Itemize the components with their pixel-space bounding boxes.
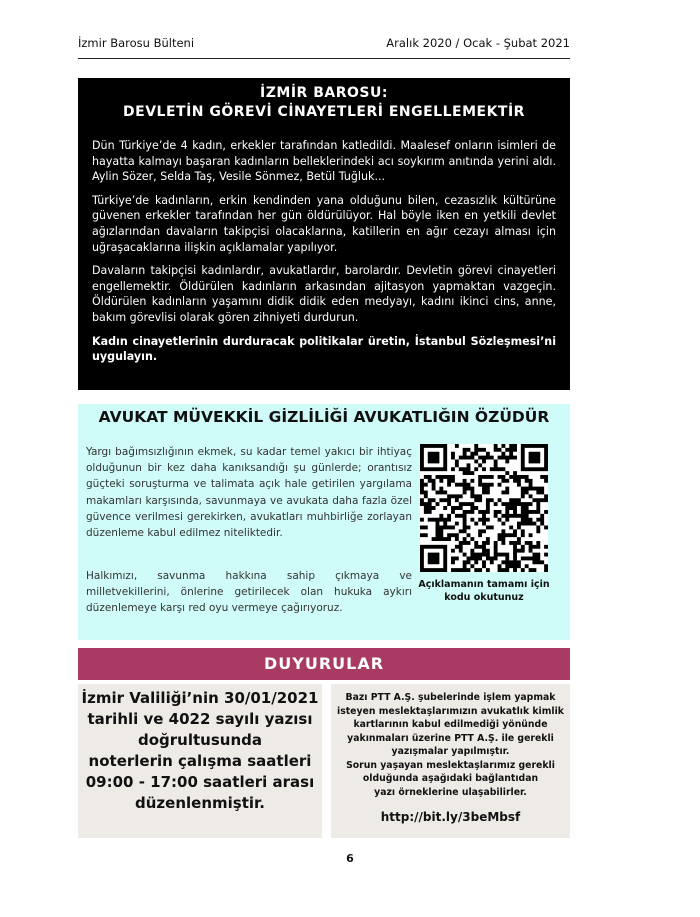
statement-title-line2: DEVLETİN GÖREVİ CİNAYETLERİ ENGELLEMEKTİR	[123, 104, 525, 120]
statement-paragraph: Dün Türkiye’de 4 kadın, erkekler tarafından katledildi. Maalesef onların isimleri de hayatta kalmayı başaran kadınların belleklerindeki acı soykırım anıtında yerini aldı. Aylin Sözer, Selda Taş, Vesile Sönmez, Betül Tuğluk...	[92, 139, 556, 184]
qr-finder-square	[521, 444, 548, 471]
announcement-line: kartlarının kabul edilmediği yönünde	[353, 719, 548, 730]
announcements-title: DUYURULAR	[78, 648, 570, 680]
issue-date: Aralık 2020 / Ocak - Şubat 2021	[386, 36, 570, 50]
announcement-line: noterlerin çalışma saatleri	[88, 752, 312, 770]
notary-hours-announcement	[78, 684, 322, 838]
statement-body	[92, 138, 556, 365]
qr-finder-square	[420, 545, 447, 572]
announcement-line: olduğunda aşağıdaki bağlantıdan	[362, 773, 539, 784]
ptt-link[interactable]: http://bit.ly/3beMbsf	[380, 810, 521, 824]
qr-code-icon[interactable]	[420, 444, 548, 572]
ptt-announcement	[331, 684, 570, 838]
statement-box	[78, 78, 570, 390]
announcement-line: yazı örneklerine ulaşabilirler.	[374, 786, 527, 798]
bulletin-name: İzmir Barosu Bülteni	[78, 36, 195, 50]
page-header	[78, 36, 570, 59]
statement-title-line1: İZMİR BAROSU:	[260, 85, 388, 101]
page-number: 6	[346, 852, 354, 865]
privacy-paragraph: Halkımızı, savunma hakkına sahip çıkmaya ve milletvekillerini, önlerine getirilecek olan hukuka aykırı düzenlemeye karşı red oyu vermeye çağırıyoruz.	[86, 570, 412, 615]
announcement-line: 09:00 - 17:00 saatleri arası	[85, 773, 315, 791]
announcement-line: İzmir Valiliği’nin 30/01/2021	[81, 689, 319, 707]
qr-caption: Açıklamanın tamamı için kodu okutunuz	[418, 579, 550, 603]
announcement-line: yazışmalar yapılmıştır.	[391, 746, 510, 757]
announcement-line: isteyen meslektaşlarımızın avukatlık kimlik	[337, 705, 564, 717]
privacy-title: AVUKAT MÜVEKKİL GİZLİLİĞİ AVUKATLIĞIN ÖZÜDÜR	[98, 408, 550, 426]
announcement-line: tarihli ve 4022 sayılı yazısı	[87, 710, 313, 728]
announcement-line: doğrultusunda	[138, 731, 262, 749]
announcement-line: Bazı PTT A.Ş. şubelerinde işlem yapmak	[345, 692, 556, 703]
qr-code-graphic	[420, 444, 548, 572]
statement-paragraph: Türkiye’de kadınların, erkin kendinden yana olduğunu bilen, cezasızlık kültürüne güvenen erkekler tarafından her gün öldürülüyor. Hal böyle iken en yetkili devlet ağızlarından davaların takipçisi olacaklarına, katillerin en ağır cezayı alması için uğraşacaklarına ilişkin açıklamalar yapılıyor.	[92, 193, 556, 254]
statement-closing: Kadın cinayetlerinin durduracak politikalar üretin, İstanbul Sözleşmesi’ni uygulayın.	[92, 334, 556, 364]
announcement-line: düzenlenmiştir.	[135, 794, 265, 812]
statement-paragraph: Davaların takipçisi kadınlardır, avukatlardır, barolardır. Devletin görevi cinayetleri engellemektir. Öldürülen kadınların arkasından ajitasyon yapmaktan vazgeçin. Öldürülen kadınların yaşamını didik didik eden medyayı, kadını ikinci cins, anne, bakım görevlisi olarak gören zihniyeti durdurun.	[92, 264, 556, 324]
privacy-box	[78, 404, 570, 640]
announcement-line: Sorun yaşayan meslektaşlarımız gerekli	[346, 759, 555, 771]
announcement-line: yakınmaları üzerine PTT A.Ş. ile gerekli	[347, 732, 554, 744]
privacy-paragraph: Yargı bağımsızlığının ekmek, su kadar temel yakıcı bir ihtiyaç olduğunun bir kez daha kanıksandığı şu günlerde; orantısız güçteki soruşturma ve talimata açık hale getirilen yargılama makamları karşısında, savunmaya ve avukata daha fazla özel güvence verilmesi gerekirken, avukatları muhbirliğe zorlayan düzenleme kabul edilmez niteliktedir.	[86, 446, 412, 540]
qr-finder-square	[420, 444, 447, 471]
